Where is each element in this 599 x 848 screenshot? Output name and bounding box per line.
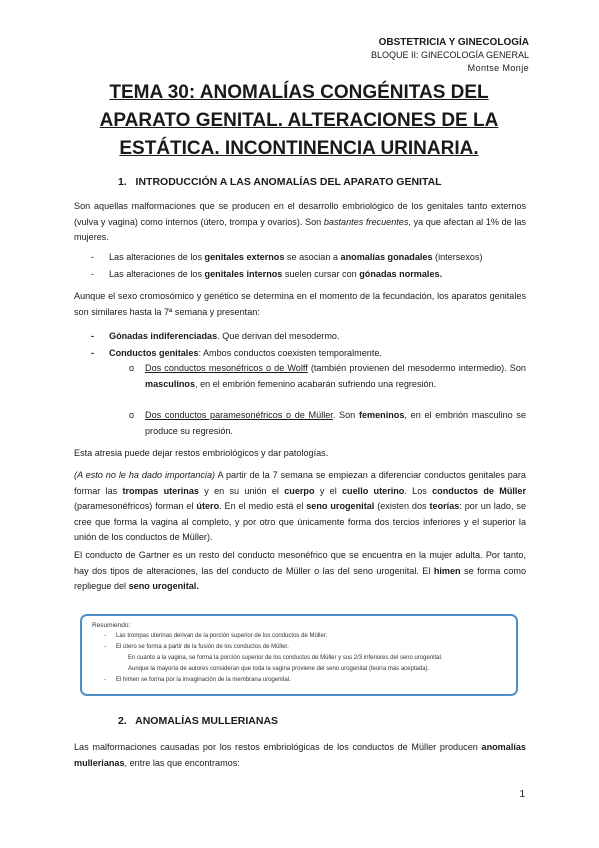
para-text: A partir de la 7 semana se empiezan a diferenciar conductos genitales para formar las [74, 470, 526, 496]
section-1-number: 1. [118, 176, 127, 188]
page-title [84, 79, 514, 163]
title-line-2: APARATO GENITAL. ALTERACIONES DE LA [99, 110, 499, 131]
bullet-text: suelen cursar con [282, 269, 360, 279]
bullet-bold: genitales externos [204, 252, 285, 262]
bullet-bold: gónadas normales. [359, 269, 443, 279]
header-block: BLOQUE II: GINECOLOGÍA GENERAL [370, 50, 529, 60]
bullet-external-genitals [109, 250, 526, 266]
para-text: : por un lado, se cree que forma la vagina al completo, y por otro que únicamente forma dos tercios inferiores y el superior la unión de los conductos de Müller). [74, 501, 526, 542]
para-text: se forma como repliegue del [74, 565, 527, 591]
para-text: (existen dos [374, 501, 430, 511]
page-number: 1 [519, 789, 525, 800]
sex-determination-paragraph: Aunque el sexo cromosómico y genético se determina en el momento de la fecundación, los aparatos genitales son similares hasta la 7ª semana y presentan: [74, 291, 526, 317]
bullet-text: Las alteraciones de los [109, 269, 205, 279]
sub-bullet-text: (también provienen del mesodermo intermedio). Son [307, 363, 526, 373]
section-1-title: INTRODUCCIÓN A LAS ANOMALÍAS DEL APARATO GENITAL [135, 176, 442, 188]
intro-emphasis: bastantes frecuentes [323, 216, 409, 227]
sub-bullet-underlined: Dos conductos paramesonéfricos o de Müller [145, 410, 333, 420]
section-2-number: 2. [118, 715, 127, 727]
title-line-3: ESTÁTICA. INCONTINENCIA URINARIA. [119, 138, 479, 159]
bullet-internal-genitals [109, 267, 526, 283]
para-text: El conducto de Gartner es un resto del conducto mesonéfrico que se encuentra en la mujer adulta. Por tanto, hay dos tipos de alteraciones, las del conducto de Müller o las del seno urogenital. El [74, 550, 526, 576]
intro-text: Son aquellas malformaciones que se producen en el desarrollo embriológico de los genitales tanto externos (vulva y vagina) como internos (útero, trompa y ovarios). Son [74, 201, 526, 227]
para-text: y el [314, 485, 342, 496]
summary-title: Resumiendo: [92, 622, 131, 629]
sub-bullet-text: , en el embrión femenino acabarán sufriendo una regresión. [195, 378, 437, 389]
bullet-bold: Conductos genitales [109, 348, 199, 358]
header-author: Montse Monje [467, 63, 529, 73]
para-bold: seno urogenital [306, 501, 375, 511]
sub-bullet-bold: femeninos [358, 410, 405, 420]
para-bold: útero [196, 501, 220, 511]
bullet-text: (intersexos) [432, 252, 483, 262]
intro-text-end: , ya que afectan al 1% de las mujeres. [74, 216, 526, 242]
section-2-title: ANOMALÍAS MULLERIANAS [135, 715, 279, 727]
para-text: Las malformaciones causadas por los restos embriológicas de los conductos de Müller producen [74, 742, 482, 752]
bullet-text: . Que derivan del mesodermo. [217, 331, 340, 341]
sub-bullet-bold: masculinos [145, 378, 196, 389]
bullet-text: : Ambos conductos coexisten temporalmente. [198, 348, 382, 358]
para-bold: cuello uterino [342, 485, 405, 496]
bullet-dash: - [91, 348, 95, 358]
para-bold: seno urogenital. [128, 581, 199, 591]
mullerian-paragraph [74, 740, 526, 771]
bullet-dash: - [91, 252, 95, 262]
atresia-paragraph: Esta atresia puede dejar restos embriológicos y dar patologías. [74, 448, 329, 458]
sub-bullet-circle: o [129, 363, 135, 373]
para-text: (paramesonéfricos) forman el [74, 501, 197, 511]
sub-bullet-underlined: Dos conductos mesonéfricos o de Wolff [145, 363, 308, 373]
bullet-gonads [109, 329, 526, 345]
aside-italic: (A esto no le ha dado importancia) [74, 470, 216, 480]
para-text: . En el medio está el [219, 501, 307, 511]
bullet-text: se asocian a [284, 252, 341, 262]
para-bold: conductos de Müller [432, 485, 527, 496]
intro-paragraph [74, 199, 526, 246]
differentiation-paragraph [74, 468, 526, 546]
para-bold: himen [433, 565, 461, 576]
para-text: , entre las que encontramos: [124, 757, 240, 768]
para-bold: teorías [429, 501, 460, 511]
sub-bullet-text: . Son [332, 410, 359, 420]
summary-item: Aunque la mayoría de autores consideran que toda la vagina proviene del seno urogenital (teoría más aceptada). [128, 666, 430, 672]
bullet-bold: Gónadas indiferenciadas [109, 331, 218, 341]
summary-box [80, 614, 518, 696]
bullet-dash: - [91, 269, 95, 279]
summary-item: - El himen se forma por la invaginación de la membrana urogenital. [116, 675, 506, 686]
sub-bullet-circle: o [129, 410, 135, 420]
gartner-paragraph [74, 548, 526, 595]
sub-bullet-wolff [145, 361, 526, 392]
para-bold: anomalías mullerianas [74, 742, 526, 768]
bullet-bold: anomalías gonadales [340, 252, 433, 262]
sub-bullet-text: , en el embrión masculino se produce su regresión. [145, 410, 527, 436]
para-bold: trompas uterinas [122, 485, 199, 496]
header-course: OBSTETRICIA Y GINECOLOGÍA [378, 37, 529, 48]
bullet-bold: genitales internos [204, 269, 283, 279]
summary-item: - El útero se forma a partir de la fusión de los conductos de Müller. [116, 642, 506, 653]
running-header [371, 36, 529, 75]
bullet-text: Las alteraciones de los [109, 252, 205, 262]
bullet-dash: - [91, 331, 95, 341]
sub-bullet-muller [145, 408, 526, 439]
section-2-heading [118, 715, 278, 727]
bullet-genital-ducts [109, 346, 526, 362]
section-1-heading [118, 176, 442, 188]
title-line-1: TEMA 30: ANOMALÍAS CONGÉNITAS DEL [109, 82, 489, 103]
para-text: . Los [404, 485, 433, 496]
summary-item: - Las trompas uterinas derivan de la porción superior de los conductos de Müller. [116, 631, 506, 642]
para-bold: cuerpo [284, 485, 315, 496]
para-text: y en su unión el [198, 485, 285, 496]
summary-item: En cuanto a la vagina, se forma la porción superior de los conductos de Müller y sus 2/3 inferiores del seno urogenital. [128, 655, 443, 661]
